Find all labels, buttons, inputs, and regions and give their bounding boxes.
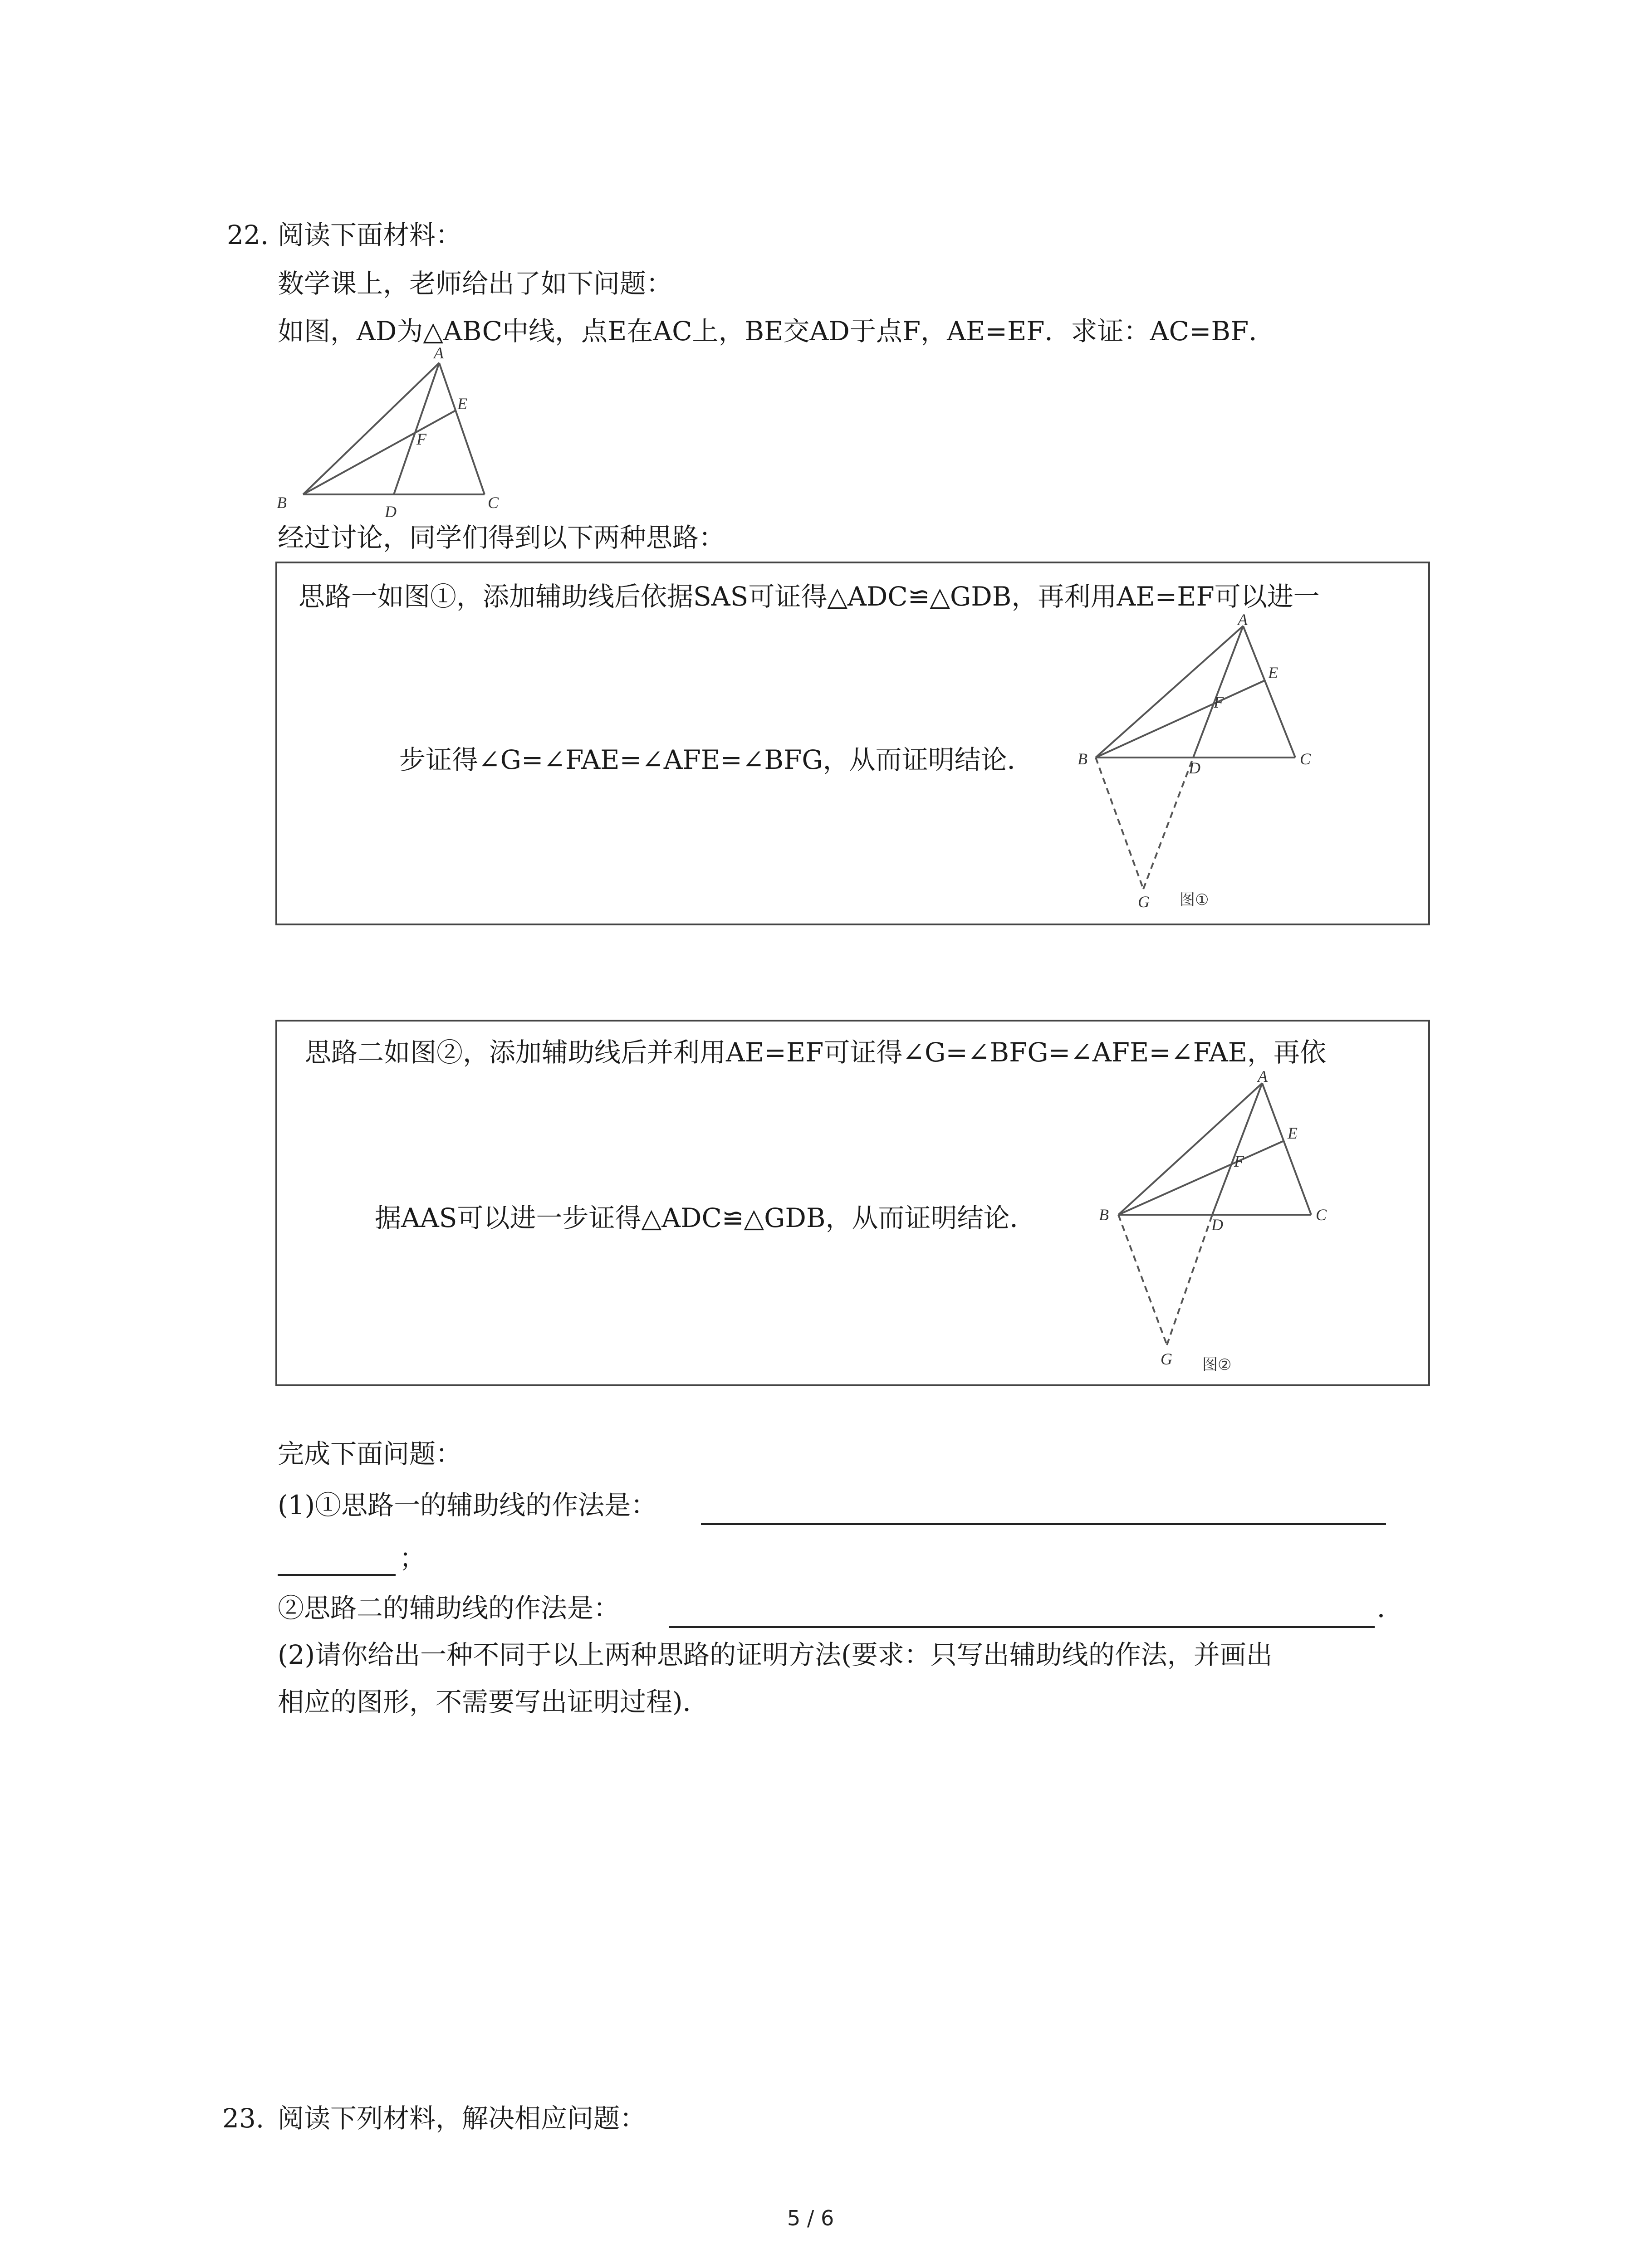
fig1-caption: 图① <box>1180 891 1209 909</box>
label-b: B <box>1099 1206 1109 1224</box>
label-f: F <box>416 430 426 448</box>
label-e: E <box>1288 1124 1298 1142</box>
label-c: C <box>488 494 499 512</box>
label-a: A <box>434 344 444 362</box>
label-g: G <box>1161 1350 1172 1368</box>
idea1-line1: 思路一如图①，添加辅助线后依据SAS可证得△ADC≌△GDB，再利用AE=EF可以进一 <box>299 581 1320 612</box>
label-d: D <box>1189 759 1200 777</box>
q2-line2: 相应的图形，不需要写出证明过程)． <box>278 1686 709 1717</box>
complete-heading: 完成下面问题： <box>278 1438 462 1469</box>
q2-line1: (2)请你给出一种不同于以上两种思路的证明方法(要求：只写出辅助线的作法，并画出 <box>278 1639 1273 1670</box>
label-f: F <box>1214 693 1224 711</box>
q1a-text: (1)①思路一的辅助线的作法是： <box>278 1490 657 1520</box>
idea1-line2: 步证得∠G=∠FAE=∠AFE=∠BFG，从而证明结论． <box>399 744 1034 775</box>
triangle-figure-1 <box>1075 612 1329 916</box>
fig2-caption: 图② <box>1202 1356 1232 1374</box>
q1a-answer-blank[interactable] <box>701 1523 1386 1525</box>
triangle-figure-main <box>272 344 499 526</box>
label-g: G <box>1138 893 1150 911</box>
label-c: C <box>1316 1206 1327 1224</box>
triangle-figure-2 <box>1093 1067 1347 1379</box>
label-b: B <box>277 494 287 512</box>
q1b-answer-blank[interactable] <box>669 1626 1375 1628</box>
q1a-answer-blank-cont[interactable] <box>278 1574 396 1576</box>
q23-number: 23. <box>222 2103 265 2134</box>
label-d: D <box>385 503 397 521</box>
label-a: A <box>1238 611 1248 629</box>
q1a-end: ； <box>399 1543 426 1574</box>
label-f: F <box>1234 1152 1244 1170</box>
q1b-text: ②思路二的辅助线的作法是： <box>278 1593 620 1623</box>
label-e: E <box>1268 664 1278 682</box>
page-number: 5 / 6 <box>787 2206 834 2230</box>
label-d: D <box>1211 1216 1223 1234</box>
label-c: C <box>1300 750 1311 768</box>
q22-problem: 如图，AD为△ABC中线，点E在AC上，BE交AD于点F，AE=EF．求证：AC=BF． <box>278 316 1275 347</box>
q22-discussion: 经过讨论，同学们得到以下两种思路： <box>278 522 725 553</box>
q22-title: 阅读下面材料： <box>278 220 462 250</box>
q23-title: 阅读下列材料，解决相应问题： <box>278 2103 647 2134</box>
label-b: B <box>1078 750 1087 768</box>
q1b-end: ． <box>1377 1593 1404 1623</box>
label-a: A <box>1258 1067 1268 1085</box>
idea2-line1: 思路二如图②，添加辅助线后并利用AE=EF可证得∠G=∠BFG=∠AFE=∠FAE，再依 <box>305 1037 1327 1068</box>
q22-number: 22. <box>227 220 269 250</box>
label-e: E <box>457 395 467 413</box>
q22-intro: 数学课上，老师给出了如下问题： <box>278 268 673 299</box>
idea2-line2: 据AAS可以进一步证得△ADC≌△GDB，从而证明结论． <box>375 1202 1036 1233</box>
